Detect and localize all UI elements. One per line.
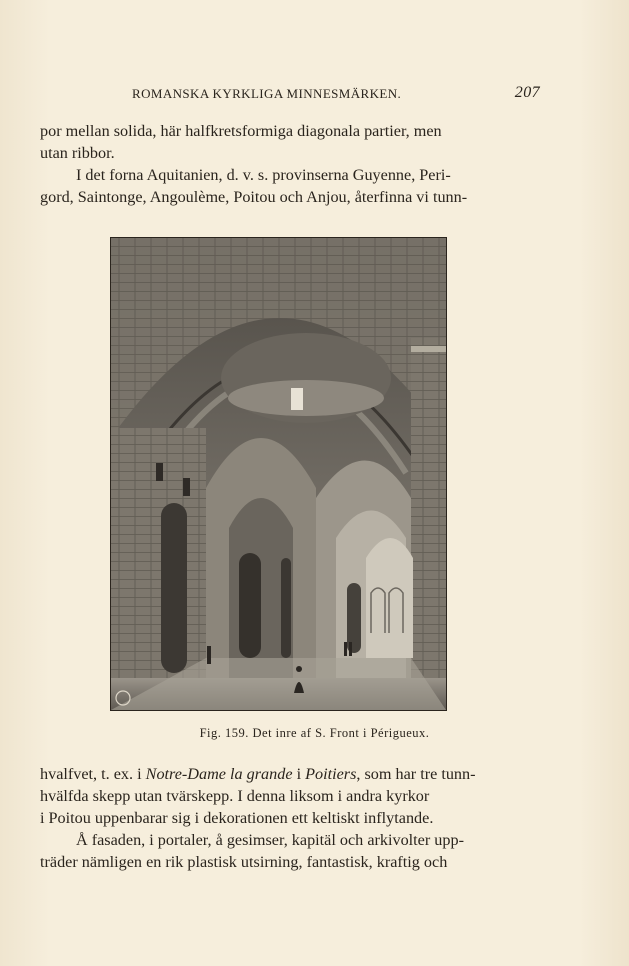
text-line: I det forna Aquitanien, d. v. s. provinserna Guyenne, Peri- xyxy=(76,166,451,184)
text-line: träder nämligen en rik plastisk utsirning, fantastisk, kraftig och xyxy=(40,853,448,871)
text-line: i Poitou uppenbarar sig i dekorationen ett keltiskt inflytande. xyxy=(40,809,434,827)
text-line: hvälfda skepp utan tvärskepp. I denna liksom i andra kyrkor xyxy=(40,787,430,805)
page-number: 207 xyxy=(514,84,540,101)
cathedral-interior-illustration xyxy=(110,237,447,711)
text-line: Å fasaden, i portaler, å gesimser, kapitäl och arkivolter upp- xyxy=(76,831,464,849)
text-line: gord, Saintonge, Angoulème, Poitou och Anjou, återfinna vi tunn- xyxy=(40,188,468,206)
italic-title: Notre-Dame la grande xyxy=(145,765,293,783)
italic-place: Poitiers xyxy=(305,765,357,783)
body-text-bottom xyxy=(40,763,522,873)
figure-caption: Fig. 159. Det inre af S. Front i Périgueux. xyxy=(199,726,430,740)
text-run: hvalfvet, t. ex. i xyxy=(40,765,146,783)
text-run: i xyxy=(292,765,306,783)
body-text-top xyxy=(40,120,522,208)
text-line: utan ribbor. xyxy=(40,144,115,162)
text-line xyxy=(40,763,522,785)
running-title: ROMANSKA KYRKLIGA MINNESMÄRKEN. xyxy=(132,86,402,101)
text-run: , som har tre tunn- xyxy=(356,765,476,783)
text-line: por mellan solida, här halfkretsformiga diagonala partier, men xyxy=(40,122,442,140)
